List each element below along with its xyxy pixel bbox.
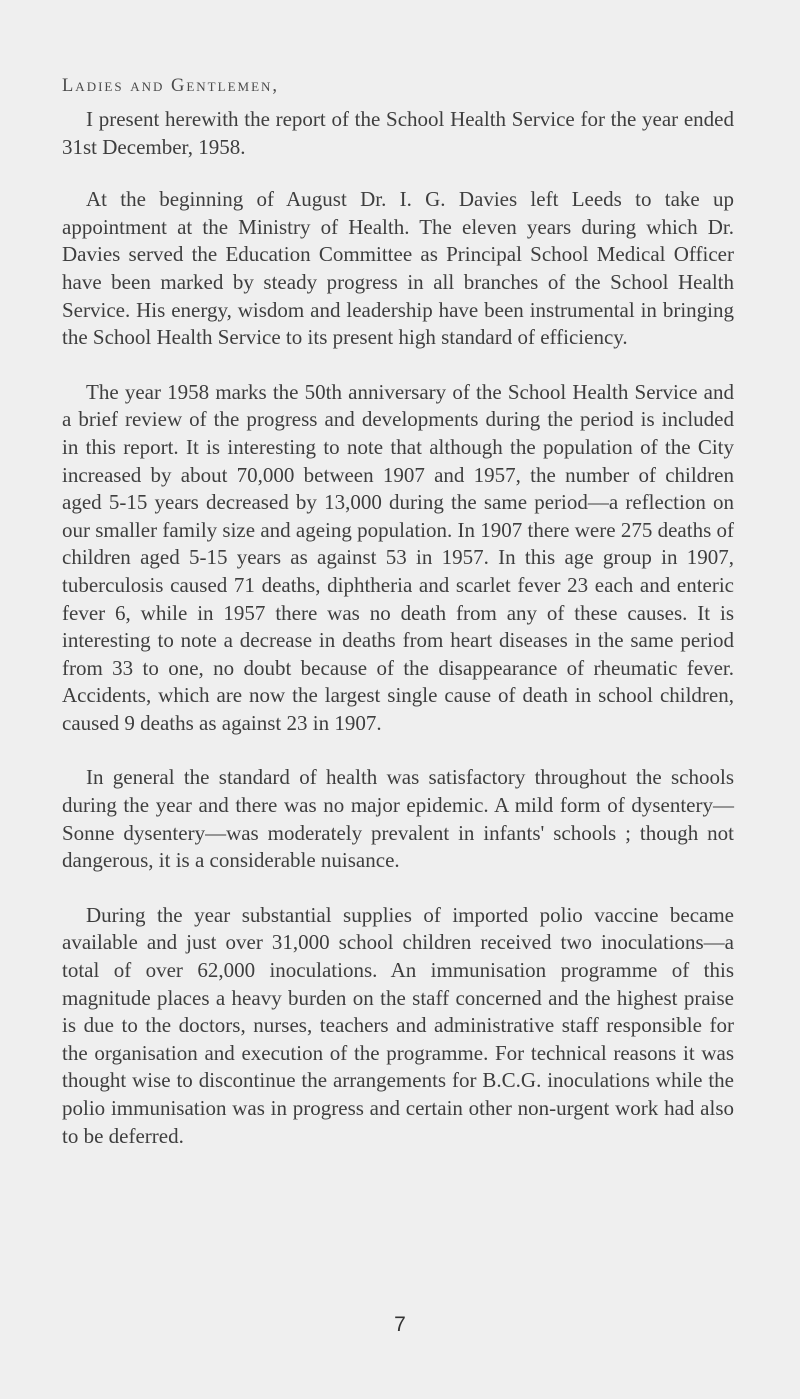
paragraph-2-text: At the beginning of August Dr. I. G. Davies left Leeds to take up appointment at the Ministry of Health. The eleven years during which Dr. Davies served the Education Committee as Principal School Medical Officer have been marked by steady progress in all branches of the School Health Service. His energy, wisdom and leadership have been instrumental in bringing the School Health Service to its present high standard of efficiency. bbox=[62, 187, 734, 350]
paragraph-5-text: During the year substantial supplies of imported polio vaccine became available and just over 31,000 school children received two inoculations—a total of over 62,000 inoculations. An immunisation programme of this magnitude places a heavy burden on the staff concerned and the highest praise is due to the doctors, nurses, teachers and administrative staff responsible for the organisation and execution of the programme. For technical reasons it was thought wise to discontinue the arrangements for B.C.G. inoculations while the polio immunisation was in progress and certain other non-urgent work had also to be deferred. bbox=[62, 902, 734, 1148]
page-number: 7 bbox=[394, 1313, 406, 1336]
paragraph-1 bbox=[62, 106, 734, 161]
paragraph-4-text: In general the standard of health was satisfactory throughout the schools during the year and there was no major epidemic. A mild form of dysentery—Sonne dysentery—was moderately prevalent in infants' schools ; though not dangerous, it is a considerable nuisance. bbox=[62, 765, 734, 873]
body-text bbox=[62, 106, 734, 1177]
paragraph-2 bbox=[62, 186, 734, 352]
paragraph-indent bbox=[62, 187, 86, 211]
paragraph-5 bbox=[62, 902, 734, 1150]
paragraph-indent bbox=[62, 107, 86, 131]
paragraph-indent bbox=[62, 380, 86, 404]
paragraph-4 bbox=[62, 764, 734, 874]
paragraph-3 bbox=[62, 379, 734, 738]
paragraph-3-text: The year 1958 marks the 50th anniversary of the School Health Service and a brief review of the progress and developments during the period is included in this report. It is interesting to note that although the population of the City increased by about 70,000 between 1907 and 1957, the number of children aged 5-15 years decreased by 13,000 during the same period—a reflection on our smaller family size and ageing population. In 1907 there were 275 deaths of children aged 5-15 years as against 53 in 1957. In this age group in 1907, tuberculosis caused 71 deaths, diphtheria and scarlet fever 23 each and enteric fever 6, while in 1957 there was no death from any of these causes. It is interesting to note a decrease in deaths from heart diseases in the same period from 33 to one, no doubt because of the disappearance of rheumatic fever. Accidents, which are now the largest single cause of death in school children, caused 9 deaths as against 23 in 1907. bbox=[62, 379, 734, 735]
paragraph-indent bbox=[62, 765, 86, 789]
paragraph-indent bbox=[62, 903, 86, 927]
paragraph-1-text: I present herewith the report of the School Health Service for the year ended 31st December, 1958. bbox=[62, 107, 734, 159]
salutation: Ladies and Gentlemen, bbox=[62, 76, 280, 96]
